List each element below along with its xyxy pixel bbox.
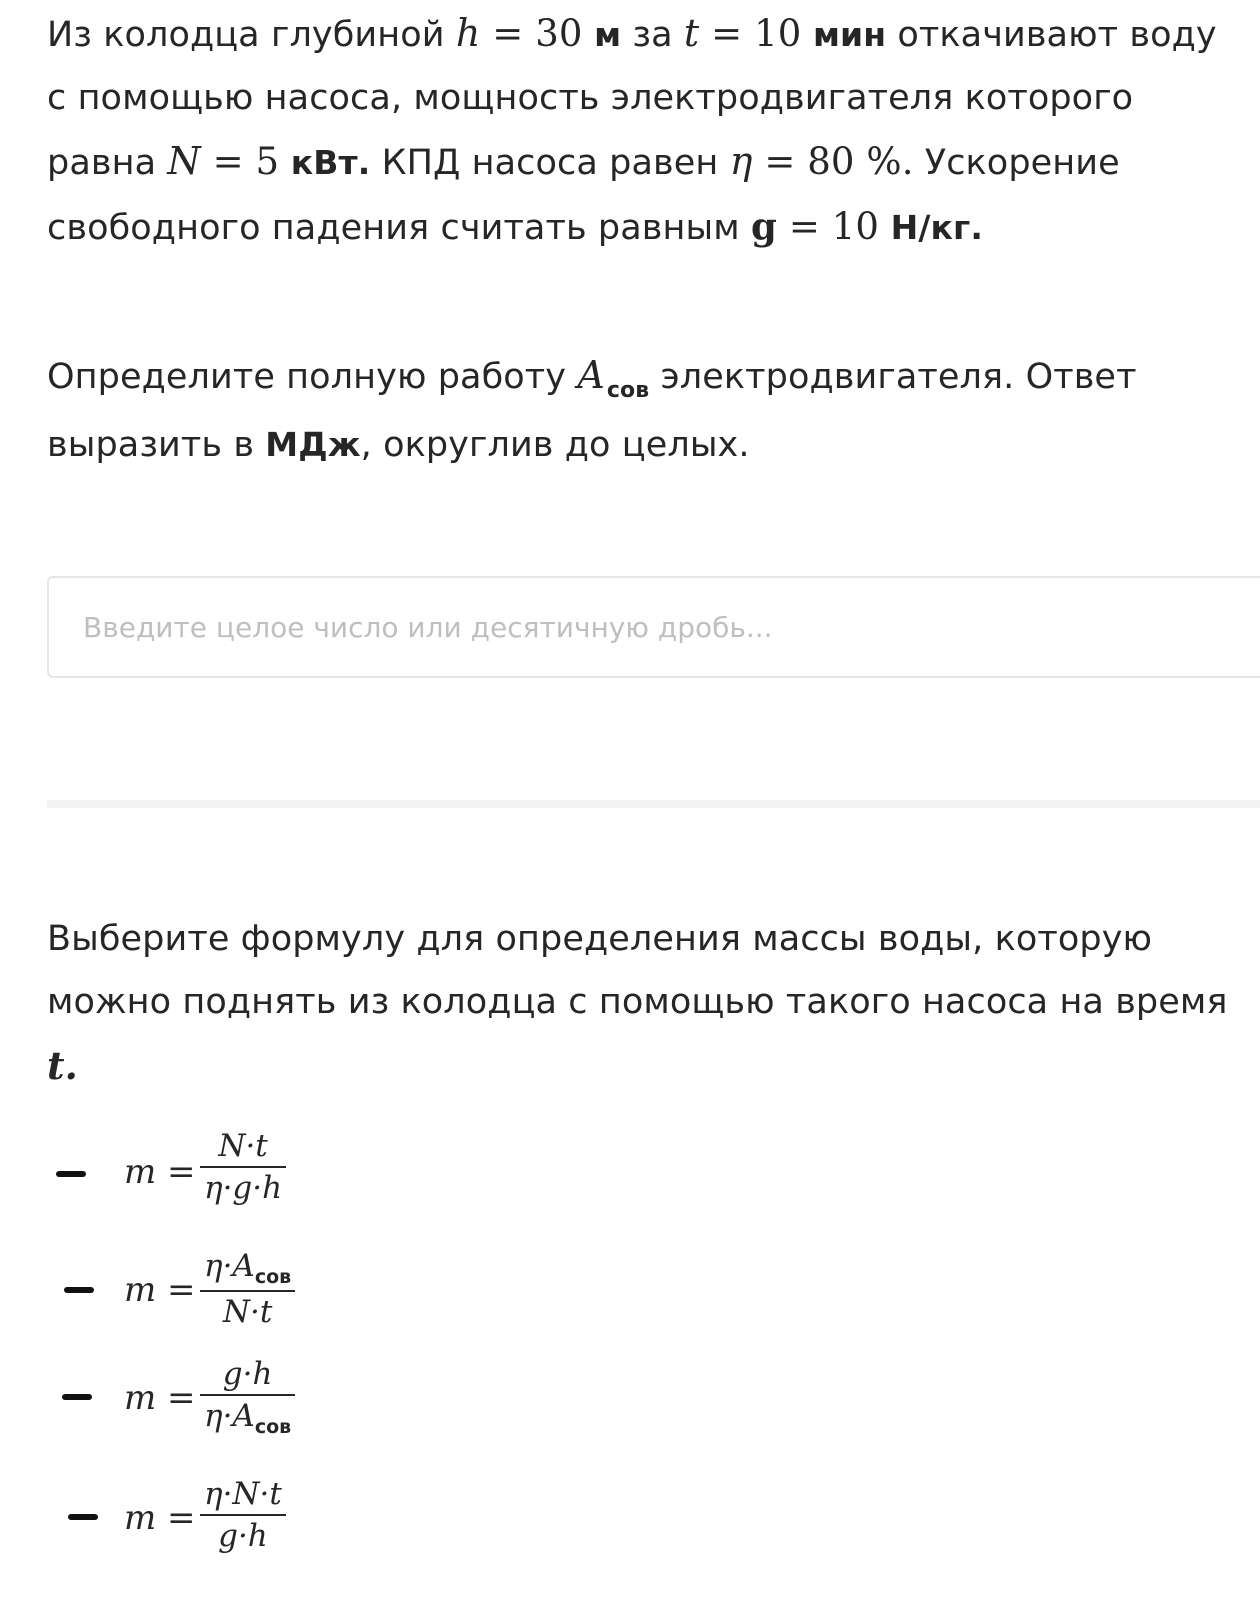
section-divider (47, 800, 1260, 808)
denominator: N·t (222, 1294, 273, 1330)
fraction (200, 1126, 286, 1208)
drag-handle-icon[interactable] (68, 1514, 98, 1520)
fraction (200, 1474, 286, 1556)
formula-option-1[interactable] (50, 1118, 390, 1228)
numerator: N·t (218, 1128, 268, 1164)
fraction (200, 1246, 295, 1332)
denominator: $\eta\cdot A_{сов}$ (204, 1398, 292, 1438)
formula-lhs: m = (124, 1378, 196, 1418)
problem-statement: Из колодца глубиной h = 30 м за t = 10 мин откачивают воду с помощью насоса, мощность электродвигателя которого равна N = 5 кВт. КПД насоса равен η = 80 %. Ускорение свободного падения считать равным g = 10 Н/кг. (47, 11, 1217, 248)
answer-field[interactable] (47, 576, 1260, 678)
formula-option-2[interactable] (50, 1240, 390, 1350)
numerator: $\eta\cdot A_{сов}$ (204, 1248, 292, 1288)
fraction (200, 1354, 295, 1440)
drag-handle-icon[interactable] (62, 1394, 92, 1400)
numerator: η·N·t (204, 1476, 282, 1512)
formula-lhs: m = (124, 1152, 196, 1192)
answer-input[interactable] (49, 578, 1260, 676)
formula-lhs: m = (124, 1270, 196, 1310)
formula-option-4[interactable] (50, 1468, 390, 1578)
question-text: Определите полную работу $A_{сов}$ электродвигателя. Ответ выразить в МДж, округлив до целых. (47, 353, 1137, 465)
formula-lhs: m = (124, 1498, 196, 1538)
drag-handle-icon[interactable] (64, 1287, 94, 1293)
formula-question: Выберите формулу для определения массы воды, которую можно поднять из колодца с помощью такого насоса на время t. (47, 919, 1228, 1088)
denominator: g·h (218, 1518, 268, 1554)
formula-option-3[interactable] (50, 1350, 390, 1460)
numerator: g·h (222, 1356, 273, 1392)
drag-handle-icon[interactable] (56, 1171, 86, 1177)
denominator: η·g·h (204, 1170, 283, 1206)
